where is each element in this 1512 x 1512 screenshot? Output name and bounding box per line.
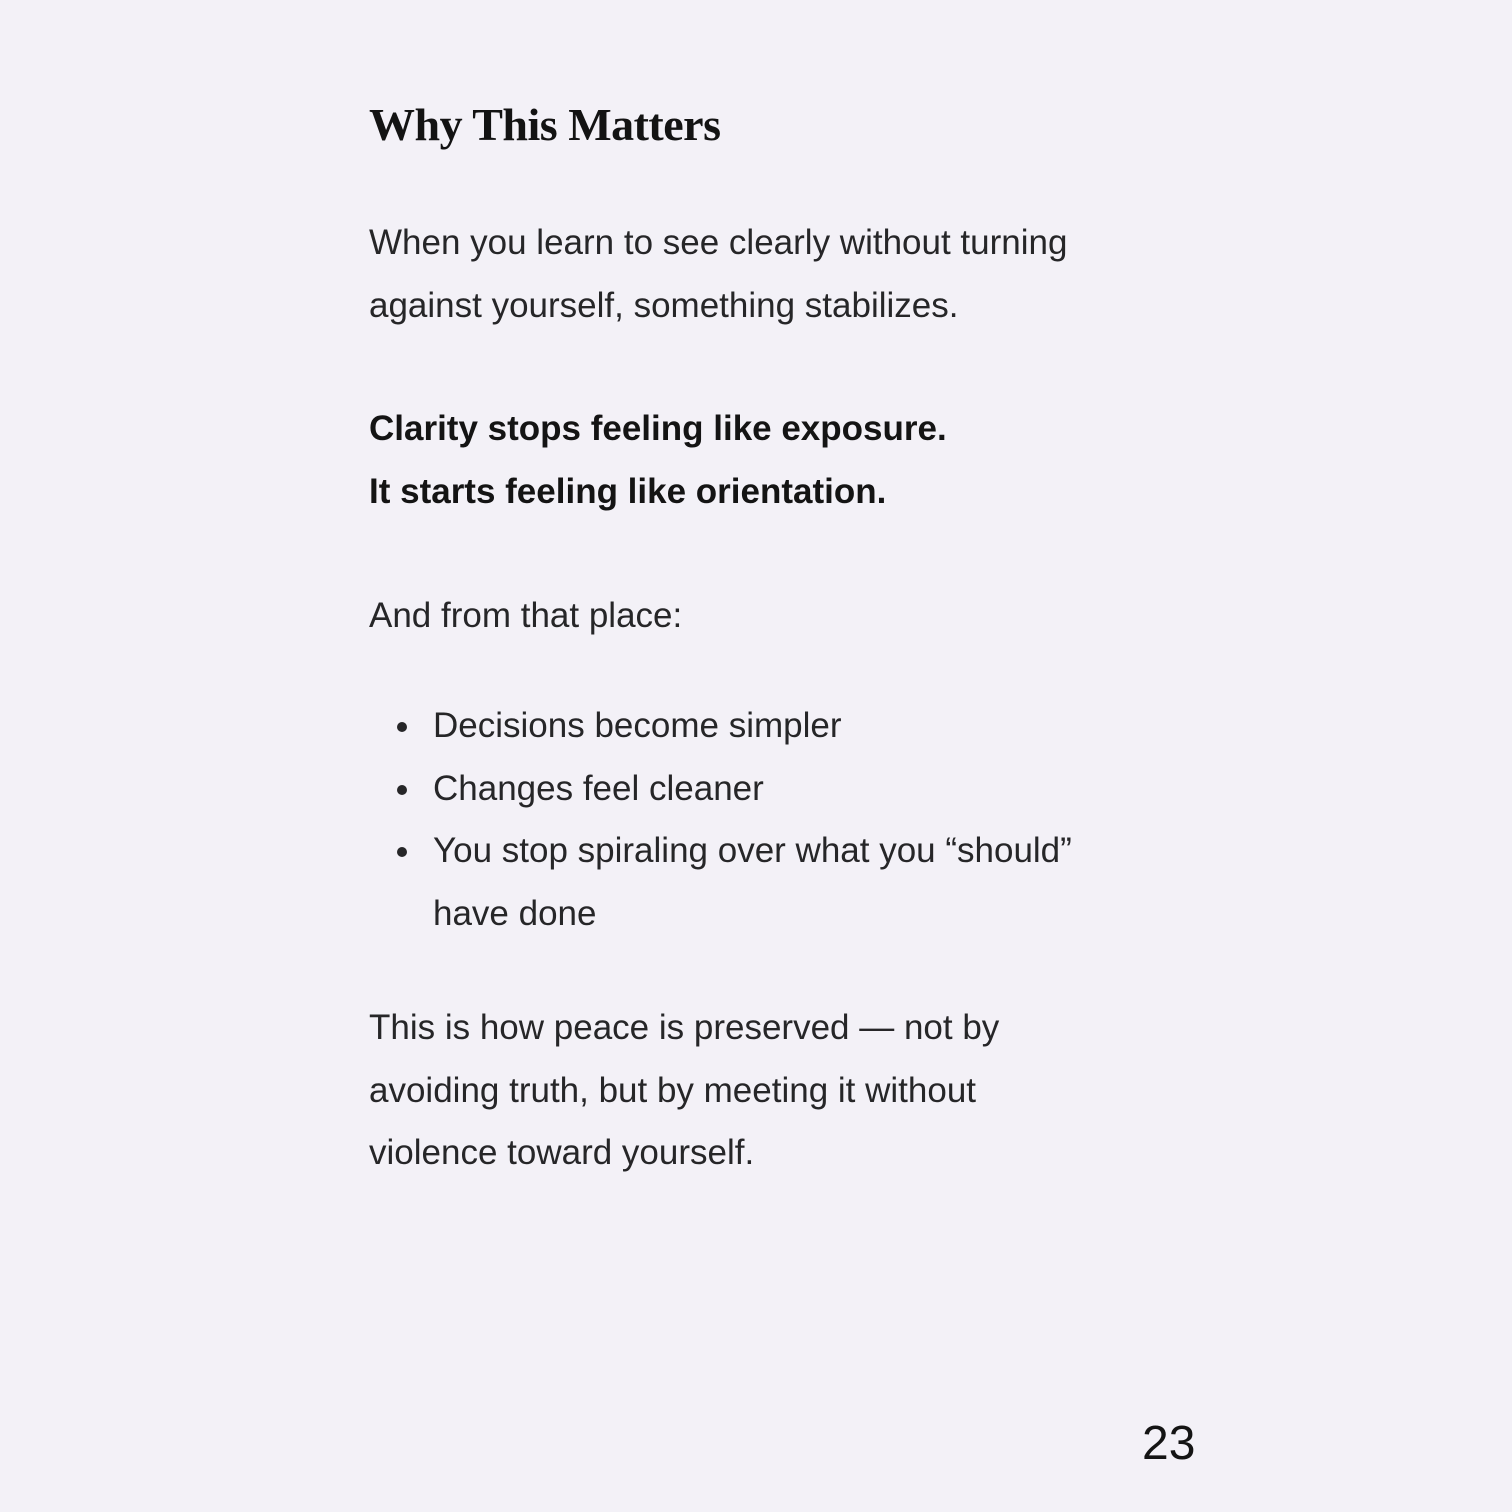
emphasis-paragraph	[369, 398, 1159, 523]
list-item	[369, 758, 1133, 821]
emphasis-line: It starts feeling like orientation.	[369, 471, 887, 511]
list-item-text: Changes feel cleaner	[433, 768, 764, 808]
list-item-text: You stop spiraling over what you “should” have done	[433, 831, 1072, 933]
closing-paragraph: This is how peace is preserved — not by avoiding truth, but by meeting it without violence toward yourself.	[369, 1008, 1000, 1172]
page-title: Why This Matters	[369, 99, 721, 150]
list-item	[369, 820, 1133, 945]
list-item-text: Decisions become simpler	[433, 706, 842, 745]
bullet-icon	[397, 847, 407, 857]
intro-paragraph: When you learn to see clearly without turning against yourself, something stabilizes.	[369, 223, 1068, 325]
lead-in-paragraph: And from that place:	[369, 596, 683, 635]
page-number: 23	[1142, 1417, 1196, 1470]
bullet-list	[369, 695, 1159, 945]
bullet-icon	[397, 785, 407, 795]
bullet-icon	[397, 722, 407, 732]
emphasis-line: Clarity stops feeling like exposure.	[369, 409, 947, 448]
list-item	[369, 695, 1133, 758]
